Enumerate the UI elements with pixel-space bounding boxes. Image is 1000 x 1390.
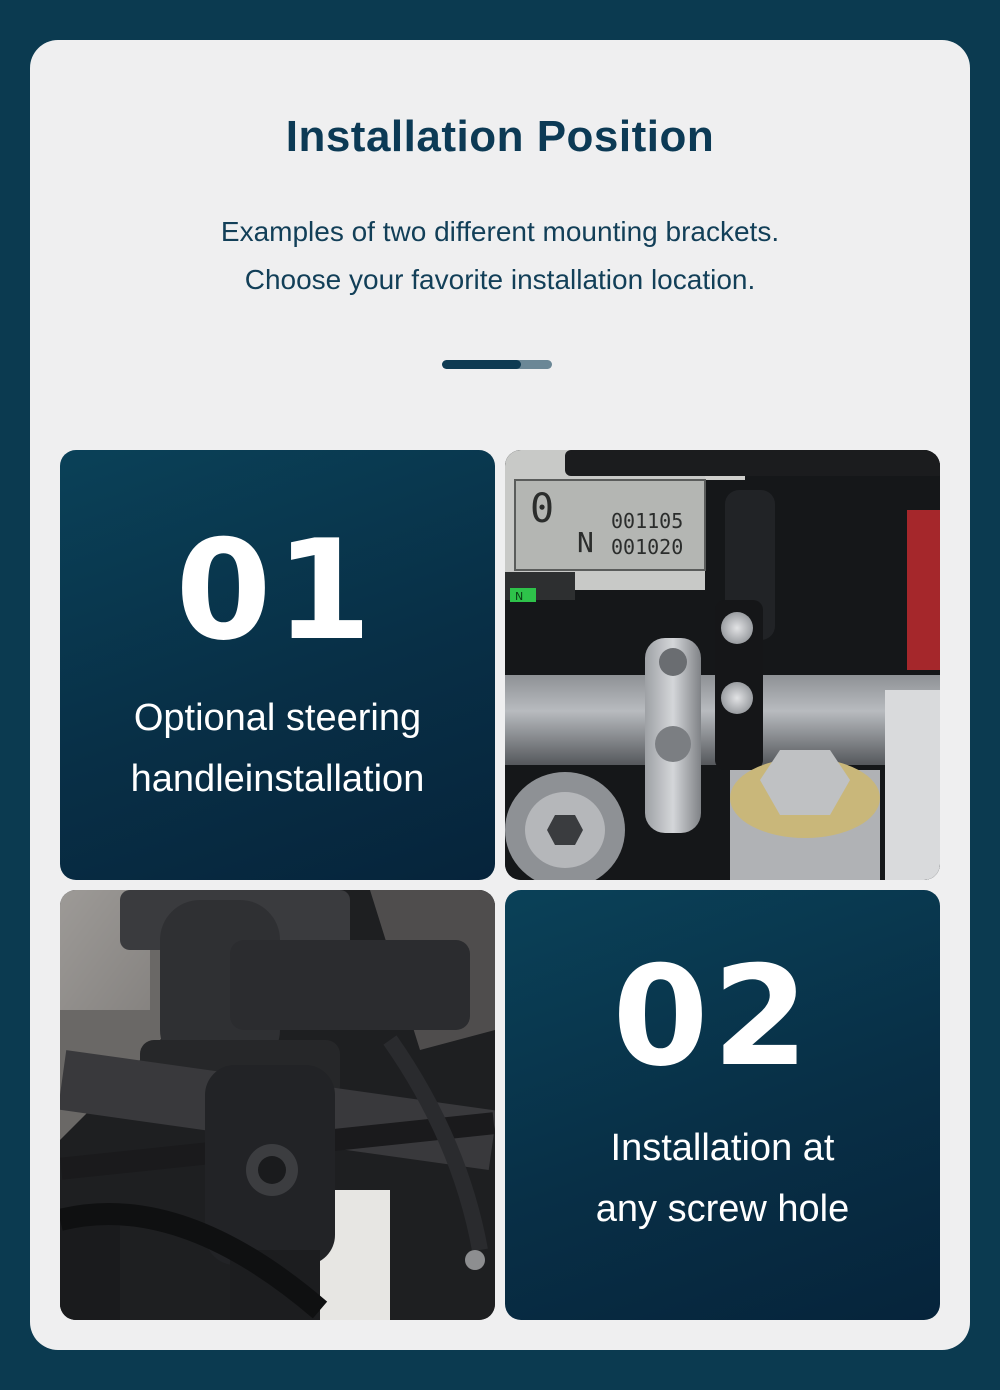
dash-speed: 0 — [530, 486, 555, 532]
content-card — [30, 40, 970, 1350]
dash-gear: N — [577, 526, 594, 559]
subtitle-line-1: Examples of two different mounting brackets. — [220, 216, 780, 247]
option-01-number: 01 — [175, 510, 376, 671]
subtitle-line-2: Choose your favorite installation location. — [244, 264, 756, 295]
phone-holder — [565, 450, 940, 476]
bracket-plate — [230, 940, 470, 1030]
option-01-tile — [60, 450, 495, 880]
option-01-caption-line-2: handleinstallation — [130, 757, 425, 800]
option-02-caption-line-2: any screw hole — [595, 1187, 850, 1230]
option-01-caption-line-1: Optional steering — [133, 697, 422, 739]
dash-odometer-2: 001020 — [611, 535, 684, 559]
option-02-caption — [505, 1118, 940, 1240]
neutral-indicator-label: N — [515, 590, 524, 603]
dash-odometer-1: 001105 — [611, 509, 684, 533]
option-02-caption-line-1: Installation at — [610, 1127, 835, 1169]
page-title: Installation Position — [285, 112, 715, 161]
option-02-tile — [505, 890, 940, 1320]
option-01-caption — [60, 688, 495, 810]
option-02-number: 02 — [612, 936, 813, 1097]
section-divider — [442, 360, 552, 369]
divider-fill — [442, 360, 521, 369]
handlebar-mount-photo — [505, 450, 940, 880]
screw-hole-mount-photo — [60, 890, 495, 1320]
